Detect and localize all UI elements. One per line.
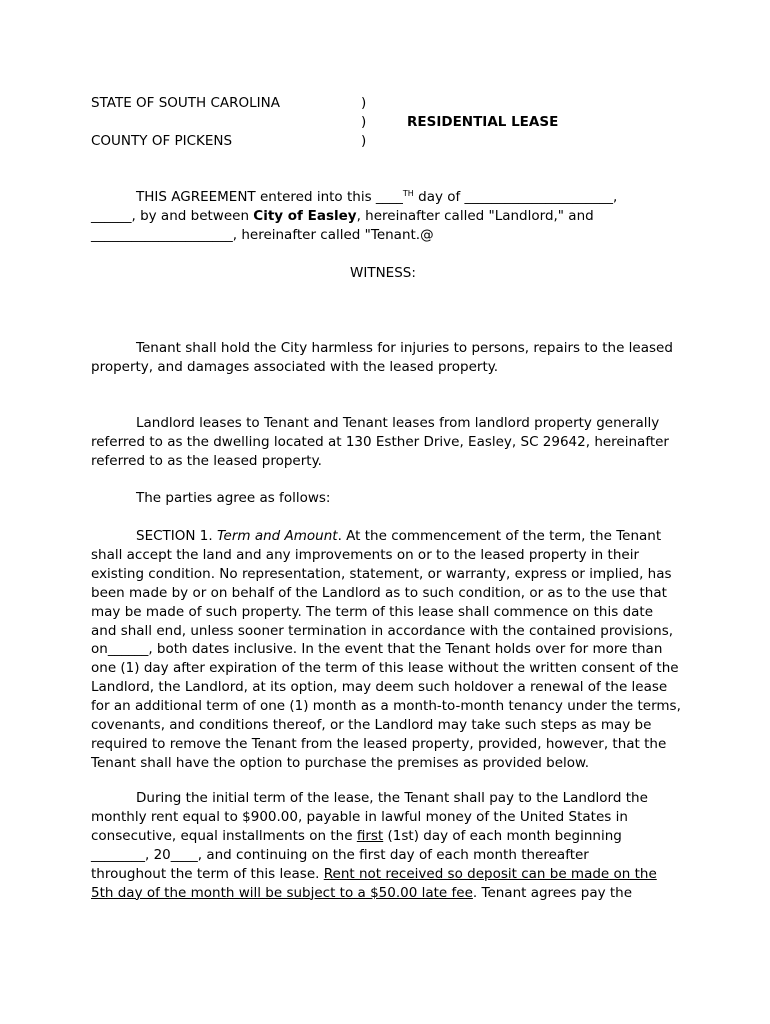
paragraph-line: required to remove the Tenant from the leased property, provided, however, that the (91, 735, 667, 752)
paragraph-line: Tenant shall have the option to purchase the premises as provided below. (91, 754, 590, 771)
paragraph-line: on______, both dates inclusive. In the event that the Tenant holds over for more than (91, 641, 663, 658)
paragraph-line: During the initial term of the lease, the Tenant shall pay to the Landlord the (136, 790, 648, 806)
paragraph-line: for an additional term of one (1) month as a month-to-month tenancy under the terms, (91, 698, 681, 715)
late-fee-clause: 5th day of the month will be subject to a $50.00 late fee (91, 884, 473, 901)
paragraph-line: Landlord, the Landlord, at its option, may deem such holdover a renewal of the lease (91, 679, 668, 696)
first-day-underlined: first (356, 827, 384, 844)
landlord-name: City of Easley (253, 207, 357, 224)
paragraph-line: property, and damages associated with the leased property. (91, 358, 499, 375)
paragraph-line: ________, 20____, and continuing on the first day of each month thereafter (91, 846, 589, 863)
agreement-paragraph (91, 188, 681, 245)
caption-paren: ) (361, 133, 367, 149)
agree-heading: The parties agree as follows: (136, 490, 331, 506)
paragraph-line: referred to as the dwelling located at 130 Esther Drive, Easley, SC 29642, hereinafter (91, 433, 669, 450)
paragraph-line: Tenant shall hold the City harmless for injuries to persons, repairs to the leased (136, 340, 673, 356)
section-1-heading: Term and Amount (216, 528, 338, 544)
harmless-paragraph (91, 339, 681, 377)
paragraph-line: shall accept the land and any improvements on or to the leased property in their (91, 546, 639, 563)
agreement-line: ______, by and between City of Easley, hereinafter called "Landlord," and (91, 207, 594, 224)
state-caption: STATE OF SOUTH CAROLINA (91, 95, 280, 111)
paragraph-line: consecutive, equal installments on the first (1st) day of each month beginning (91, 827, 622, 844)
paragraph-line: and shall end, unless sooner termination in accordance with the contained provisions, (91, 622, 674, 639)
agreement-line: _____________________, hereinafter called "Tenant.@ (91, 226, 434, 243)
caption-paren: ) (361, 95, 367, 111)
paragraph-line: 5th day of the month will be subject to a $50.00 late fee. Tenant agrees pay the (91, 884, 633, 901)
agreement-line: THIS AGREEMENT entered into this ____$^{TH}$ day of ______________________, (136, 189, 618, 205)
county-caption: COUNTY OF PICKENS (91, 133, 233, 149)
rent-paragraph (91, 789, 681, 902)
paragraph-line: referred to as the leased property. (91, 452, 322, 469)
caption-paren: ) (361, 114, 367, 130)
section-1-first-line: SECTION 1. Term and Amount. At the commencement of the term, the Tenant (136, 528, 662, 544)
paragraph-line: monthly rent equal to $900.00, payable in lawful money of the United States in (91, 808, 628, 825)
section-1-paragraph (91, 527, 681, 773)
paragraph-line: throughout the term of this lease. Rent not received so deposit can be made on the (91, 865, 657, 882)
paragraph-line: Landlord leases to Tenant and Tenant leases from landlord property generally (136, 415, 660, 431)
paragraph-line: one (1) day after expiration of the term of this lease without the written consent of the (91, 660, 679, 677)
paragraph-line: been made by or on behalf of the Landlord as to such condition, or as to the use that (91, 584, 667, 601)
paragraph-line: covenants, and conditions thereof, or the Landlord may take such steps as may be (91, 717, 652, 734)
paragraph-line: may be made of such property. The term of this lease shall commence on this date (91, 603, 654, 620)
witness-heading: WITNESS: (350, 265, 416, 281)
paragraph-line: existing condition. No representation, statement, or warranty, express or implied, has (91, 565, 672, 582)
document-title: RESIDENTIAL LEASE (407, 114, 559, 130)
late-fee-clause: Rent not received so deposit can be made on the (323, 865, 657, 882)
leases-paragraph (91, 414, 681, 471)
